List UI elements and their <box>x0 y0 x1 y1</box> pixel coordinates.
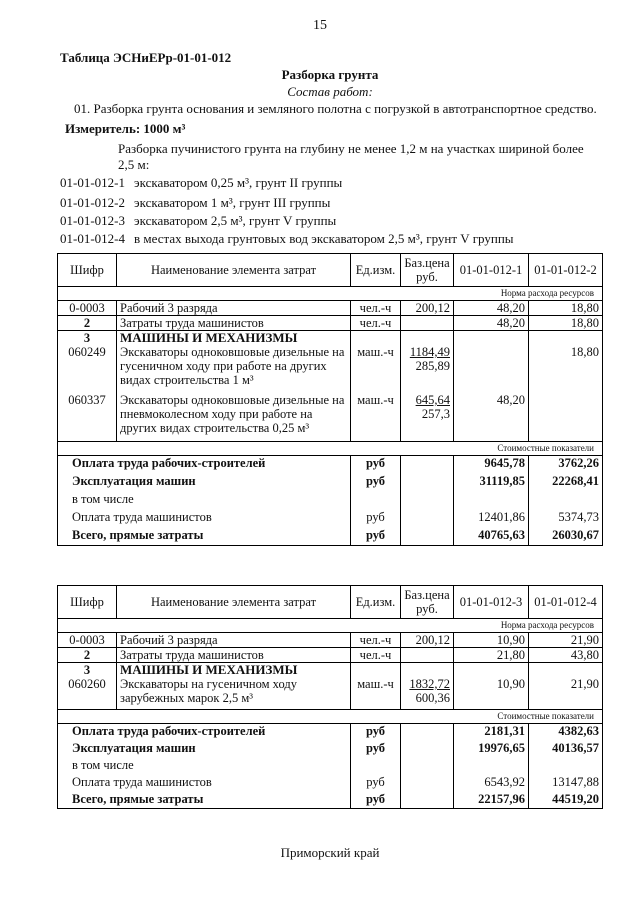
header-col-3: 01-01-012-3 <box>454 586 529 619</box>
header-price: Баз.цена руб. <box>401 254 454 287</box>
table-row: 3 МАШИНЫ И МЕХАНИЗМЫ <box>58 331 603 346</box>
description: Разборка пучинистого грунта на глубину не менее 1,2 м на участках шириной более 2,5 м: <box>118 141 584 172</box>
footer-region: Приморский край <box>280 845 380 860</box>
table-row: 060260 Экскаваторы на гусеничном ходу зарубежных марок 2,5 м³ маш.-ч 1832,72 600,36 10,90 21,90 <box>58 677 603 710</box>
page-number: 15 <box>313 18 327 33</box>
table-row: в том числе <box>58 492 603 510</box>
resource-table-1 <box>57 253 603 546</box>
table-row: 2 Затраты труда машинистов чел.-ч 21,80 43,80 <box>58 648 603 663</box>
header-name: Наименование элемента затрат <box>117 254 351 287</box>
header-col-1: 01-01-012-1 <box>454 254 529 287</box>
table-row: Оплата труда машинистов руб 12401,86 5374,73 <box>58 510 603 528</box>
table-row: Эксплуатация машин руб 31119,85 22268,41 <box>58 474 603 492</box>
header-code: Шифр <box>58 254 117 287</box>
header-name: Наименование элемента затрат <box>117 586 351 619</box>
header-price: Баз.цена руб. <box>401 586 454 619</box>
header-unit: Ед.изм. <box>351 586 401 619</box>
table-row: 0-0003 Рабочий 3 разряда чел.-ч 200,12 10,90 21,90 <box>58 633 603 648</box>
header-col-2: 01-01-012-2 <box>529 254 603 287</box>
table-title: Таблица ЭСНиЕРр-01-01-012 <box>60 50 232 65</box>
table-row: 060249 Экскаваторы одноковшовые дизельные на гусеничном ходу при работе на других видах строительства 1 м³ маш.-ч 1184,49 285,89 18,80 <box>58 345 603 387</box>
cost-subheader: Стоимостные показатели <box>58 442 603 456</box>
table-row: Всего, прямые затраты руб 22157,96 44519,20 <box>58 792 603 809</box>
table-row: 3 МАШИНЫ И МЕХАНИЗМЫ <box>58 663 603 678</box>
code-list-item: 01-01-012-4 в местах выхода грунтовых вод экскаватором 2,5 м³, грунт V группы <box>60 231 514 246</box>
table-row: 060337 Экскаваторы одноковшовые дизельные на пневмоколесном ходу при работе на других видах строительства 0,25 м³ маш.-ч 645,64 257,3 48,20 <box>58 387 603 442</box>
table-row: 0-0003 Рабочий 3 разряда чел.-ч 200,12 48,20 18,80 <box>58 301 603 316</box>
code-list-item: 01-01-012-1 экскаватором 0,25 м³, грунт II группы <box>60 175 343 190</box>
section-title: Разборка грунта <box>281 67 379 82</box>
header-col-4: 01-01-012-4 <box>529 586 603 619</box>
code-list-item: 01-01-012-3 экскаватором 2,5 м³, грунт V группы <box>60 213 337 228</box>
cost-subheader: Стоимостные показатели <box>58 710 603 724</box>
work-item: 01. Разборка грунта основания и земляного полотна с погрузкой в автотранспортное средство. <box>74 101 597 116</box>
table-row: Эксплуатация машин руб 19976,65 40136,57 <box>58 741 603 758</box>
table-row: Оплата труда машинистов руб 6543,92 13147,88 <box>58 775 603 792</box>
header-unit: Ед.изм. <box>351 254 401 287</box>
table-row: Оплата труда рабочих-строителей руб 2181,31 4382,63 <box>58 724 603 741</box>
table-row: Оплата труда рабочих-строителей руб 9645,78 3762,26 <box>58 456 603 474</box>
header-code: Шифр <box>58 586 117 619</box>
resource-table-2 <box>57 585 603 809</box>
measure-unit: Измеритель: 1000 м³ <box>65 121 186 136</box>
table-row: 2 Затраты труда машинистов чел.-ч 48,20 18,80 <box>58 316 603 331</box>
code-list-item: 01-01-012-2 экскаватором 1 м³, грунт III группы <box>60 195 331 210</box>
norm-subheader: Норма расхода ресурсов <box>58 287 603 301</box>
table-row: Всего, прямые затраты руб 40765,63 26030,67 <box>58 528 603 546</box>
norm-subheader: Норма расхода ресурсов <box>58 619 603 633</box>
table-row: в том числе <box>58 758 603 775</box>
composition-label: Состав работ: <box>287 84 373 99</box>
